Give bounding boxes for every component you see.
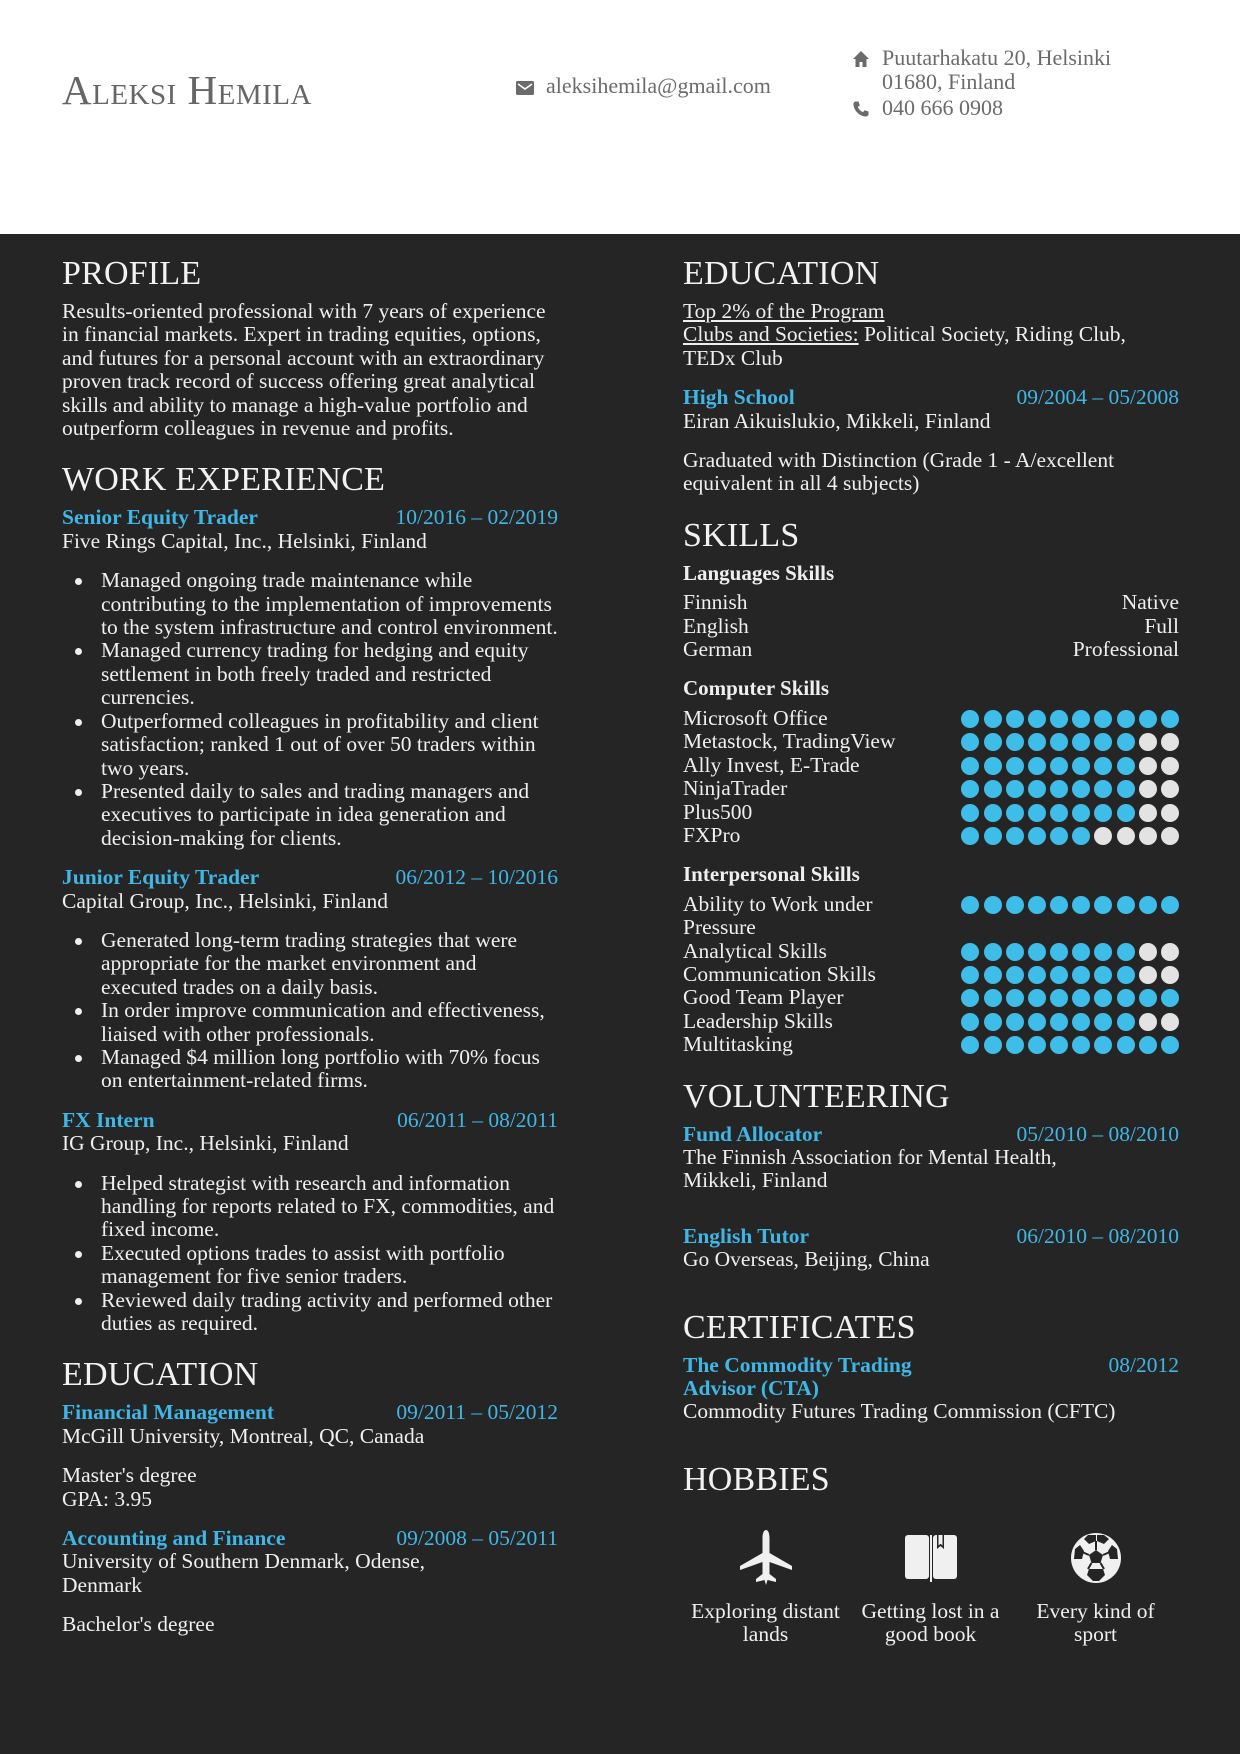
rating-dot-filled: [1072, 966, 1090, 984]
job-bullet: Managed ongoing trade maintenance while contributing to the implementation of improvements to the system infrastructure and control environment.: [62, 569, 558, 639]
rating-dot-filled: [1028, 896, 1046, 914]
rating-dot-filled: [1050, 780, 1068, 798]
work-experience-section: [62, 460, 558, 1335]
language-row: [683, 615, 1179, 638]
education-continued-section: [683, 254, 1179, 496]
rating-dot-empty: [1139, 804, 1157, 822]
skill-rating: [961, 824, 1179, 845]
rating-dot-filled: [961, 804, 979, 822]
job-bullets: [62, 929, 558, 1093]
hobby-item: [1013, 1528, 1178, 1647]
rating-dot-filled: [1117, 733, 1135, 751]
job-title: Junior Equity Trader: [62, 865, 260, 890]
rating-dot-filled: [1094, 1013, 1112, 1031]
rating-dot-filled: [984, 989, 1002, 1007]
hobby-label: Getting lost in a good book: [861, 1598, 1000, 1647]
right-column: [683, 254, 1179, 1647]
rating-dot-filled: [1028, 804, 1046, 822]
rating-dot-filled: [1050, 733, 1068, 751]
rating-dot-filled: [961, 757, 979, 775]
language-row: [683, 638, 1179, 661]
job-bullet: Executed options trades to assist with portfolio management for five senior traders.: [62, 1242, 558, 1289]
rating-dot-filled: [1117, 943, 1135, 961]
skill-row: [683, 730, 1179, 753]
rating-dot-empty: [1161, 1013, 1179, 1031]
languages-list: [683, 591, 1179, 661]
rating-dot-filled: [1050, 827, 1068, 845]
job-entry: [62, 1109, 558, 1336]
profile-section: [62, 254, 558, 440]
section-title-education-continued: EDUCATION: [683, 255, 880, 292]
certificate-date: 08/2012: [1108, 1352, 1179, 1377]
job-bullet: Outperformed colleagues in profitability and client satisfaction; ranked 1 out of over 50 traders within two years.: [62, 710, 558, 780]
resume-header: [0, 0, 1240, 234]
volunteer-entry: [683, 1123, 1179, 1193]
rating-dot-filled: [1094, 710, 1112, 728]
skill-row: [683, 986, 1179, 1009]
rating-dot-filled: [961, 827, 979, 845]
skill-name: Ally Invest, E-Trade: [683, 752, 860, 777]
rating-dot-filled: [1050, 804, 1068, 822]
skill-row: [683, 754, 1179, 777]
rating-dot-filled: [1006, 1013, 1024, 1031]
rating-dot-empty: [1139, 943, 1157, 961]
rating-dot-filled: [1028, 710, 1046, 728]
degree-title: Accounting and Finance: [62, 1526, 286, 1551]
rating-dot-filled: [1161, 896, 1179, 914]
languages-heading: Languages Skills: [683, 560, 835, 585]
skills-section: [683, 516, 1179, 1057]
language-name: English: [683, 613, 749, 638]
volunteer-dates: 05/2010 – 08/2010: [1016, 1121, 1179, 1146]
school-name: Eiran Aikuislukio, Mikkeli, Finland: [683, 408, 991, 433]
rating-dot-filled: [1117, 1036, 1135, 1054]
rating-dot-empty: [1139, 757, 1157, 775]
address-line-2: 01680, Finland: [882, 69, 1016, 94]
language-name: German: [683, 637, 753, 662]
rating-dot-filled: [1028, 1013, 1046, 1031]
skill-name: Ability to Work under Pressure: [683, 891, 873, 940]
job-bullet: Managed currency trading for hedging and equity settlement in both freely traded and restricted currencies.: [62, 639, 558, 709]
rating-dot-filled: [961, 710, 979, 728]
book-icon: [901, 1528, 961, 1588]
school-name: McGill University, Montreal, QC, Canada: [62, 1423, 425, 1448]
rating-dot-filled: [961, 1013, 979, 1031]
rating-dot-filled: [1050, 966, 1068, 984]
skill-rating: [961, 754, 1179, 775]
rating-dot-filled: [1006, 780, 1024, 798]
language-level: Native: [1121, 590, 1179, 615]
language-name: Finnish: [683, 590, 748, 615]
rating-dot-filled: [1072, 1013, 1090, 1031]
job-bullet: Managed $4 million long portfolio with 70% focus on entertainment-related firms.: [62, 1046, 558, 1093]
rating-dot-filled: [1028, 757, 1046, 775]
education-dates: 09/2008 – 05/2011: [396, 1526, 558, 1551]
education-section: [62, 1355, 558, 1636]
rating-dot-filled: [1072, 757, 1090, 775]
rating-dot-filled: [1006, 966, 1024, 984]
rating-dot-filled: [1117, 1013, 1135, 1031]
rating-dot-filled: [984, 1036, 1002, 1054]
rating-dot-empty: [1161, 757, 1179, 775]
job-dates: 10/2016 – 02/2019: [395, 505, 558, 530]
rating-dot-filled: [984, 710, 1002, 728]
rating-dot-filled: [984, 943, 1002, 961]
rating-dot-filled: [1094, 1036, 1112, 1054]
rating-dot-filled: [1050, 757, 1068, 775]
rating-dot-empty: [1139, 827, 1157, 845]
rating-dot-filled: [1072, 780, 1090, 798]
rating-dot-filled: [1006, 710, 1024, 728]
certificate-title: The Commodity Trading Advisor (CTA): [683, 1352, 912, 1400]
rating-dot-empty: [1161, 780, 1179, 798]
degree-title: High School: [683, 385, 795, 410]
job-bullets: [62, 569, 558, 850]
rating-dot-empty: [1161, 827, 1179, 845]
volunteer-role: Fund Allocator: [683, 1121, 823, 1146]
rating-dot-filled: [1050, 896, 1068, 914]
skill-rating: [961, 777, 1179, 798]
skill-name: Leadership Skills: [683, 1008, 833, 1033]
job-title: Senior Equity Trader: [62, 505, 258, 530]
degree-type: Bachelor's degree: [62, 1612, 215, 1637]
profile-text: Results-oriented professional with 7 years of experience in financial markets. Expert in trading equities, options, and futures for a personal account with an extraordinary proven track record of success offering great analytical skills and ability to manage a high-value portfolio and outperform colleagues in revenue and profits.: [62, 299, 546, 441]
rating-dot-filled: [1161, 710, 1179, 728]
rating-dot-filled: [1006, 757, 1024, 775]
skill-row: [683, 801, 1179, 824]
rating-dot-filled: [1028, 827, 1046, 845]
rating-dot-filled: [984, 757, 1002, 775]
section-title-certificates: CERTIFICATES: [683, 1308, 916, 1346]
rating-dot-filled: [1072, 989, 1090, 1007]
contact-details: [852, 46, 1111, 120]
skill-row: [683, 940, 1179, 963]
skill-row: [683, 1010, 1179, 1033]
resume-body: [0, 234, 1240, 1754]
rating-dot-filled: [984, 780, 1002, 798]
skill-rating: [961, 1010, 1179, 1031]
computer-skills-list: [683, 707, 1179, 847]
rating-dot-filled: [1139, 1036, 1157, 1054]
computer-skills-heading: Computer Skills: [683, 676, 830, 701]
rating-dot-empty: [1094, 827, 1112, 845]
skill-name: Analytical Skills: [683, 938, 827, 963]
skill-rating: [961, 963, 1179, 984]
section-title-work: WORK EXPERIENCE: [62, 461, 386, 499]
rating-dot-filled: [1161, 1036, 1179, 1054]
rating-dot-filled: [1050, 1013, 1068, 1031]
rating-dot-filled: [961, 1036, 979, 1054]
rating-dot-filled: [1006, 989, 1024, 1007]
section-title-education: EDUCATION: [62, 1356, 259, 1394]
job-dates: 06/2011 – 08/2011: [397, 1107, 558, 1132]
volunteer-org: Go Overseas, Beijing, China: [683, 1247, 930, 1272]
language-level: Full: [1144, 613, 1179, 638]
degree-type: Master's degree: [62, 1463, 197, 1488]
section-title-profile: PROFILE: [62, 255, 202, 292]
rating-dot-empty: [1161, 804, 1179, 822]
skill-row: [683, 893, 1179, 940]
job-entry: [62, 866, 558, 1093]
clubs-label: Clubs and Societies:: [683, 322, 859, 347]
job-company: Five Rings Capital, Inc., Helsinki, Finland: [62, 528, 427, 553]
rating-dot-filled: [1072, 896, 1090, 914]
skill-row: [683, 963, 1179, 986]
job-dates: 06/2012 – 10/2016: [395, 865, 558, 890]
job-bullet: Reviewed daily trading activity and performed other duties as required.: [62, 1289, 558, 1336]
rating-dot-filled: [1094, 989, 1112, 1007]
education-honor: Top 2% of the Program: [683, 299, 885, 323]
rating-dot-filled: [1094, 966, 1112, 984]
job-entry: [62, 506, 558, 850]
envelope-icon: [516, 77, 534, 95]
rating-dot-filled: [1028, 966, 1046, 984]
rating-dot-filled: [1094, 733, 1112, 751]
skill-name: Multitasking: [683, 1032, 793, 1057]
rating-dot-filled: [1028, 1036, 1046, 1054]
volunteer-org: The Finnish Association for Mental Health, Mikkeli, Finland: [683, 1144, 1057, 1193]
hobbies-list: [683, 1528, 1179, 1647]
rating-dot-filled: [961, 780, 979, 798]
language-level: Professional: [1072, 637, 1179, 662]
rating-dot-empty: [1139, 1013, 1157, 1031]
skill-name: Metastock, TradingView: [683, 729, 896, 754]
left-column: [62, 254, 558, 1637]
rating-dot-filled: [1094, 896, 1112, 914]
volunteer-dates: 06/2010 – 08/2010: [1016, 1223, 1179, 1248]
school-name: University of Southern Denmark, Odense, Denmark: [62, 1549, 426, 1597]
rating-dot-filled: [1028, 943, 1046, 961]
rating-dot-filled: [1094, 757, 1112, 775]
rating-dot-empty: [1139, 780, 1157, 798]
rating-dot-filled: [1006, 804, 1024, 822]
education-entry: [683, 386, 1179, 496]
certificate-issuer: Commodity Futures Trading Commission (CFTC): [683, 1399, 1116, 1424]
language-row: [683, 591, 1179, 614]
rating-dot-filled: [1117, 804, 1135, 822]
rating-dot-filled: [1050, 710, 1068, 728]
volunteer-entry: [683, 1225, 1179, 1272]
email-text[interactable]: aleksihemila@gmail.com: [546, 73, 771, 98]
section-title-hobbies: HOBBIES: [683, 1460, 830, 1498]
rating-dot-filled: [961, 989, 979, 1007]
rating-dot-filled: [1006, 827, 1024, 845]
skill-rating: [961, 707, 1179, 728]
hobbies-section: [683, 1460, 1179, 1647]
rating-dot-empty: [1139, 733, 1157, 751]
rating-dot-filled: [1094, 780, 1112, 798]
skill-row: [683, 707, 1179, 730]
volunteering-section: [683, 1077, 1179, 1272]
job-company: IG Group, Inc., Helsinki, Finland: [62, 1131, 349, 1156]
rating-dot-empty: [1139, 966, 1157, 984]
skill-name: Microsoft Office: [683, 705, 828, 730]
volunteer-role: English Tutor: [683, 1223, 810, 1248]
skill-name: NinjaTrader: [683, 776, 788, 801]
rating-dot-filled: [1072, 1036, 1090, 1054]
rating-dot-filled: [1139, 989, 1157, 1007]
certificates-section: [683, 1308, 1179, 1424]
education-dates: 09/2011 – 05/2012: [396, 1400, 558, 1425]
rating-dot-filled: [961, 966, 979, 984]
section-title-volunteering: VOLUNTEERING: [683, 1077, 950, 1115]
gpa: GPA: 3.95: [62, 1486, 153, 1511]
degree-title: Financial Management: [62, 1400, 274, 1425]
rating-dot-filled: [1006, 1036, 1024, 1054]
interpersonal-skills-list: [683, 893, 1179, 1057]
skill-name: Good Team Player: [683, 985, 844, 1010]
education-note: Graduated with Distinction (Grade 1 - A/excellent equivalent in all 4 subjects): [683, 448, 1115, 496]
hobby-item: [683, 1528, 848, 1647]
rating-dot-filled: [1028, 780, 1046, 798]
rating-dot-filled: [1028, 733, 1046, 751]
rating-dot-empty: [1161, 733, 1179, 751]
interpersonal-skills-heading: Interpersonal Skills: [683, 862, 860, 887]
job-title: FX Intern: [62, 1107, 155, 1132]
rating-dot-filled: [1117, 966, 1135, 984]
skill-rating: [961, 986, 1179, 1007]
skill-rating: [961, 893, 1179, 914]
skill-name: Plus500: [683, 799, 753, 824]
soccer-ball-icon: [1066, 1528, 1126, 1588]
rating-dot-filled: [984, 1013, 1002, 1031]
education-dates: 09/2004 – 05/2008: [1016, 385, 1179, 410]
skill-row: [683, 1033, 1179, 1056]
rating-dot-filled: [1006, 943, 1024, 961]
skill-rating: [961, 940, 1179, 961]
rating-dot-filled: [1094, 804, 1112, 822]
job-bullet: In order improve communication and effectiveness, liaised with other professionals.: [62, 999, 558, 1046]
rating-dot-filled: [1050, 989, 1068, 1007]
rating-dot-empty: [1161, 966, 1179, 984]
phone-row: [852, 96, 1111, 120]
phone-text[interactable]: 040 666 0908: [882, 95, 1003, 120]
clubs-and-societies: [683, 323, 1179, 370]
rating-dot-filled: [1139, 710, 1157, 728]
hobby-item: [848, 1528, 1013, 1647]
rating-dot-filled: [1072, 733, 1090, 751]
job-bullet: Presented daily to sales and trading managers and executives to participate in idea generation and decision-making for clients.: [62, 780, 558, 850]
candidate-name: Aleksi Hemila: [62, 67, 312, 113]
rating-dot-empty: [1161, 943, 1179, 961]
rating-dot-filled: [984, 896, 1002, 914]
rating-dot-filled: [961, 733, 979, 751]
rating-dot-filled: [1028, 989, 1046, 1007]
education-entry: [62, 1401, 558, 1511]
rating-dot-filled: [1072, 710, 1090, 728]
rating-dot-filled: [1161, 989, 1179, 1007]
job-company: Capital Group, Inc., Helsinki, Finland: [62, 888, 389, 913]
airplane-icon: [736, 1528, 796, 1588]
rating-dot-filled: [1117, 757, 1135, 775]
phone-icon: [852, 99, 870, 117]
rating-dot-filled: [1006, 896, 1024, 914]
skill-name: Communication Skills: [683, 961, 876, 986]
section-title-skills: SKILLS: [683, 516, 800, 554]
skill-name: FXPro: [683, 822, 741, 847]
contact-email: [516, 73, 771, 99]
job-bullets: [62, 1172, 558, 1336]
rating-dot-filled: [1072, 804, 1090, 822]
rating-dot-filled: [1117, 710, 1135, 728]
rating-dot-filled: [961, 896, 979, 914]
clubs-value: Political Society, Riding Club, TEDx Club: [683, 322, 1126, 370]
job-bullet: Generated long-term trading strategies that were appropriate for the market environment and executed trades on a daily basis.: [62, 929, 558, 999]
skill-row: [683, 777, 1179, 800]
skill-rating: [961, 730, 1179, 751]
certificate-entry: [683, 1354, 1179, 1424]
rating-dot-filled: [1050, 943, 1068, 961]
rating-dot-filled: [1139, 896, 1157, 914]
skill-rating: [961, 801, 1179, 822]
rating-dot-filled: [1117, 896, 1135, 914]
rating-dot-filled: [1072, 943, 1090, 961]
address-line-1: Puutarhakatu 20, Helsinki: [882, 45, 1112, 70]
rating-dot-filled: [1050, 1036, 1068, 1054]
job-bullet: Helped strategist with research and information handling for reports related to FX, commodities, and fixed income.: [62, 1172, 558, 1242]
rating-dot-filled: [984, 827, 1002, 845]
rating-dot-empty: [1117, 827, 1135, 845]
home-icon: [852, 49, 870, 67]
rating-dot-filled: [1094, 943, 1112, 961]
rating-dot-filled: [984, 733, 1002, 751]
rating-dot-filled: [1117, 780, 1135, 798]
address-row: [852, 46, 1111, 94]
skill-rating: [961, 1033, 1179, 1054]
rating-dot-filled: [1006, 733, 1024, 751]
rating-dot-filled: [984, 804, 1002, 822]
rating-dot-filled: [1117, 989, 1135, 1007]
hobby-label: Exploring distant lands: [691, 1598, 840, 1647]
skill-row: [683, 824, 1179, 847]
education-entry: [62, 1527, 558, 1637]
hobby-label: Every kind of sport: [1036, 1598, 1155, 1647]
rating-dot-filled: [1072, 827, 1090, 845]
rating-dot-filled: [984, 966, 1002, 984]
rating-dot-filled: [961, 943, 979, 961]
